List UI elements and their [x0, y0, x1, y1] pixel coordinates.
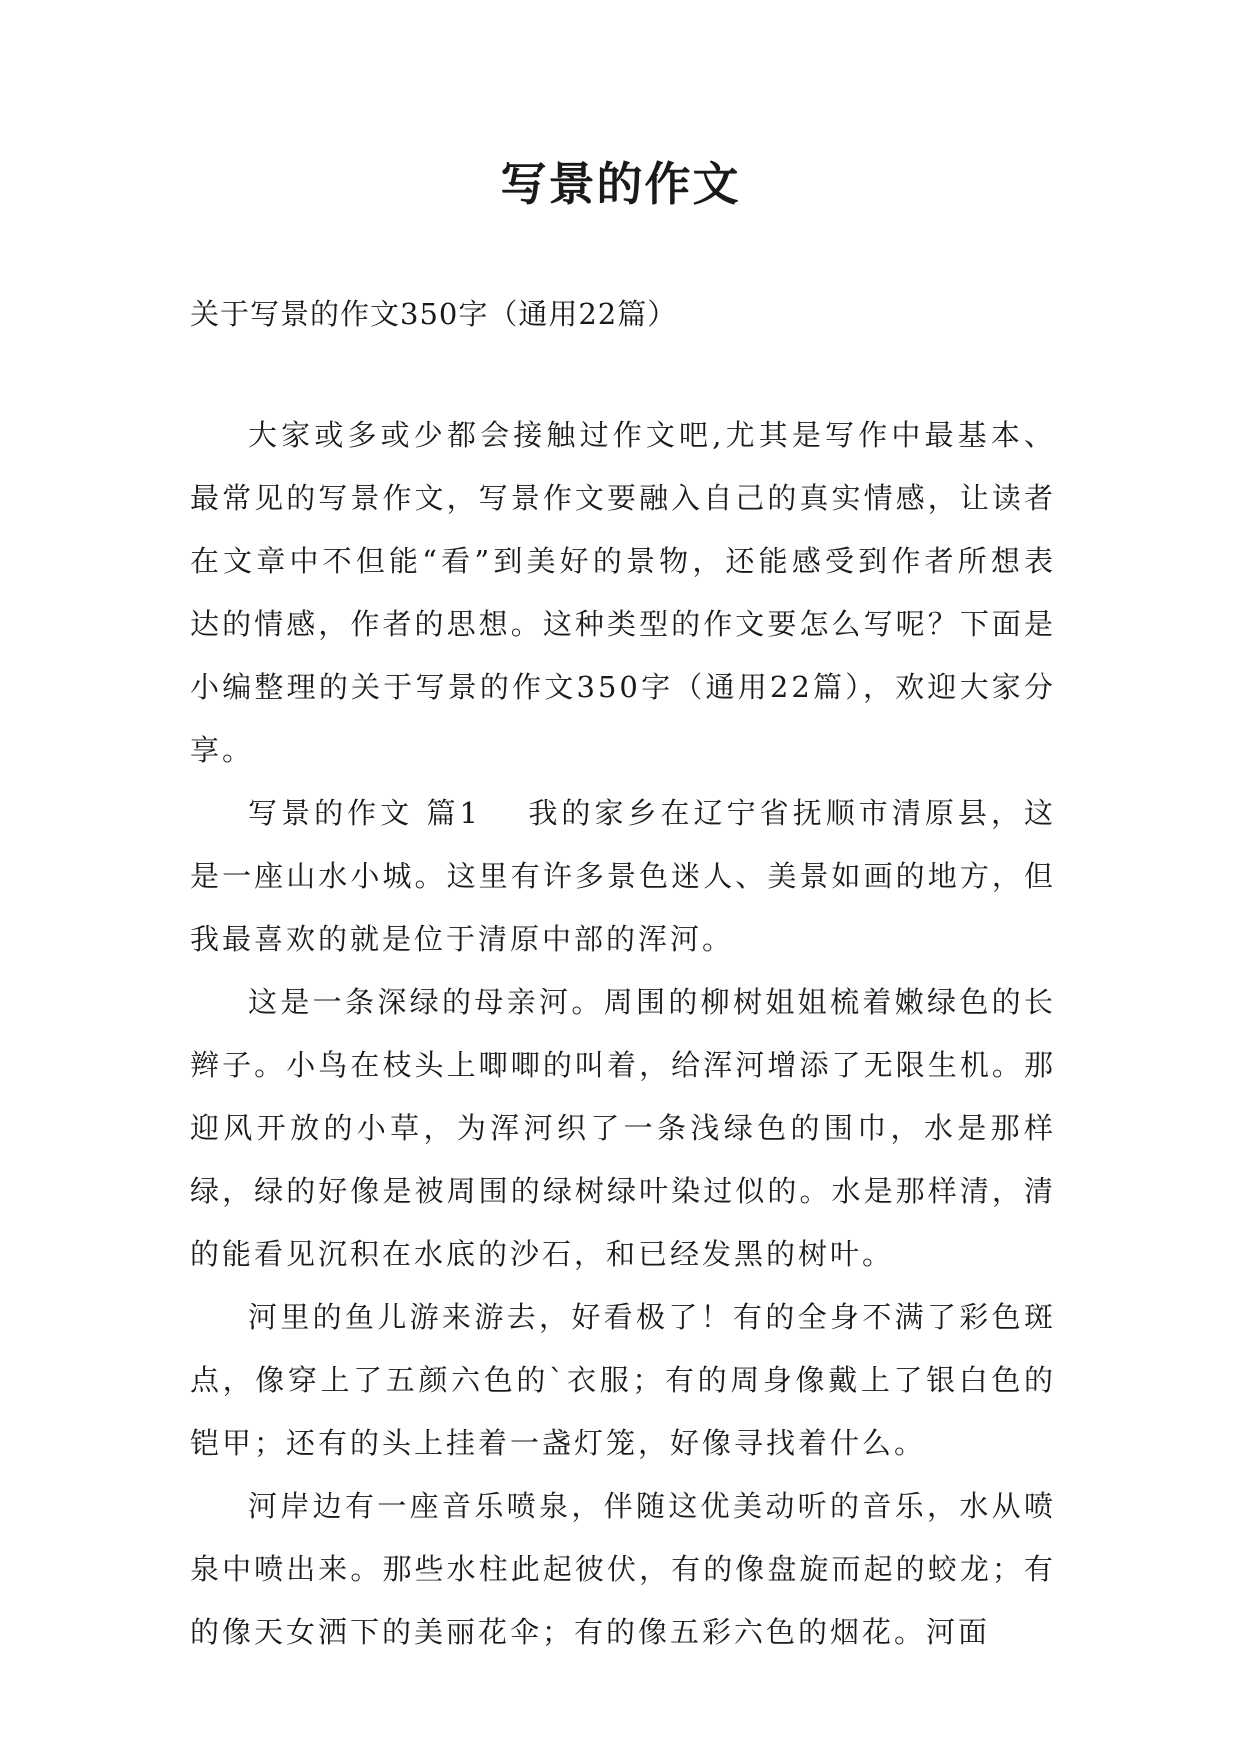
essay-1-paragraph-1: [190, 782, 1056, 971]
document-subtitle: 关于写景的作文350字（通用22篇）: [190, 297, 678, 331]
essay-1-paragraph-1-text: 我的家乡在辽宁省抚顺市清原县，这是一座山水小城。这里有许多景色迷人、美景如画的地方，但我最喜欢的就是位于清原中部的浑河。: [190, 796, 1056, 956]
document-body: [190, 404, 1056, 1664]
essay-1-paragraph-3: 河里的鱼儿游来游去，好看极了！有的全身不满了彩色斑点，像穿上了五颜六色的`衣服；有的周身像戴上了银白色的铠甲；还有的头上挂着一盏灯笼，好像寻找着什么。: [190, 1300, 1056, 1460]
intro-paragraph: 大家或多或少都会接触过作文吧,尤其是写作中最基本、最常见的写景作文，写景作文要融入自己的真实情感，让读者在文章中不但能“看”到美好的景物，还能感受到作者所想表达的情感，作者的思想。这种类型的作文要怎么写呢？下面是小编整理的关于写景的作文350字（通用22篇），欢迎大家分享。: [190, 418, 1056, 767]
essay-1-label: 写景的作文 篇1: [248, 796, 481, 830]
essay-1-paragraph-4: 河岸边有一座音乐喷泉，伴随这优美动听的音乐，水从喷泉中喷出来。那些水柱此起彼伏，有的像盘旋而起的蛟龙；有的像天女洒下的美丽花伞；有的像五彩六色的烟花。河面: [190, 1489, 1056, 1649]
document-title: 写景的作文: [500, 157, 741, 211]
essay-1-paragraph-2: 这是一条深绿的母亲河。周围的柳树姐姐梳着嫩绿色的长辫子。小鸟在枝头上唧唧的叫着，给浑河增添了无限生机。那迎风开放的小草，为浑河织了一条浅绿色的围巾，水是那样绿，绿的好像是被周围的绿树绿叶染过似的。水是那样清，清的能看见沉积在水底的沙石，和已经发黑的树叶。: [190, 985, 1056, 1271]
